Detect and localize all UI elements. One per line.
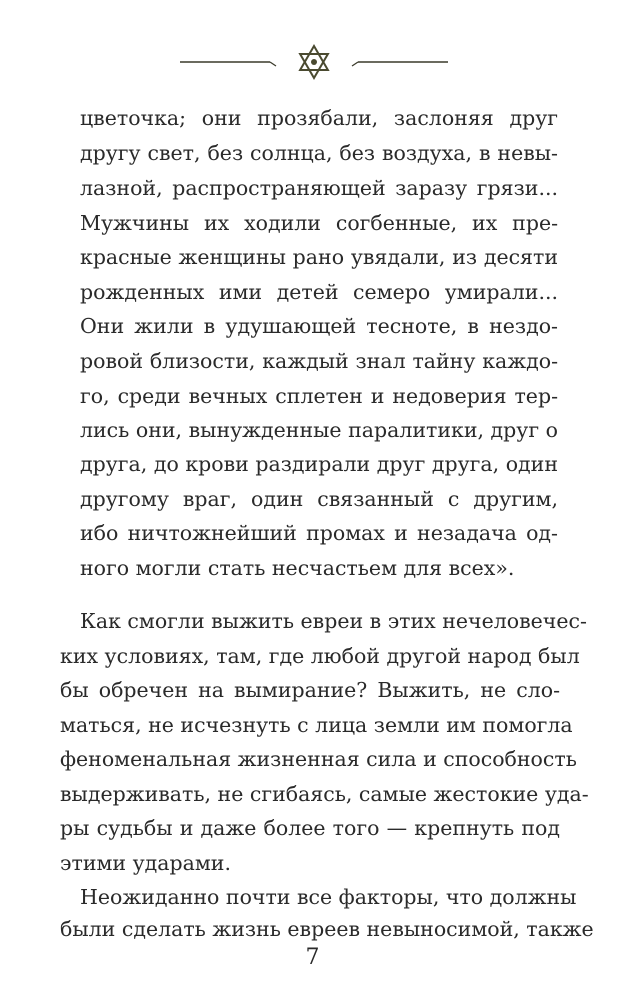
text-line: другу свет, без солнца, без воздуха, в невы- [80, 141, 558, 165]
text-line: этими ударами. [60, 851, 231, 875]
text-line: друга, до крови раздирали друг друга, один [80, 452, 558, 476]
text-line: красные женщины рано увядали, из десяти [80, 245, 558, 269]
text-line: Неожиданно почти все факторы, что должны [80, 885, 577, 909]
text-line: ких условиях, там, где любой другой народ был [60, 644, 580, 668]
text-line: ного могли стать несчастьем для всех». [80, 556, 515, 580]
text-line: лись они, вынужденные паралитики, друг о [80, 418, 558, 442]
text-line: цветочка; они прозябали, заслоняя друг [80, 106, 558, 130]
text-line: лазной, распространяющей заразу грязи... [80, 176, 558, 200]
text-line: другому враг, один связанный с другим, [80, 487, 558, 511]
text-line: рожденных ими детей семеро умирали... [80, 280, 558, 304]
text-line: ровой близости, каждый знал тайну каждо- [80, 349, 558, 373]
text-line: ибо ничтожнейший промах и незадача од- [80, 521, 558, 545]
text-line: маться, не исчезнуть с лица земли им помогла [60, 713, 573, 737]
text-line: ры судьбы и даже более того — крепнуть под [60, 816, 560, 840]
text-line: го, среди вечных сплетен и недоверия тер- [80, 384, 558, 408]
star-of-david-icon [180, 42, 448, 82]
page-number: 7 [305, 945, 320, 970]
text-line: Мужчины их ходили согбенные, их пре- [80, 211, 558, 235]
text-line: Как смогли выжить евреи в этих нечеловечес- [80, 609, 587, 633]
text-line: были сделать жизнь евреев невыносимой, также [60, 917, 594, 941]
header-ornament [180, 42, 448, 82]
text-line: феноменальная жизненная сила и способность [60, 747, 577, 771]
text-line: выдерживать, не сгибаясь, самые жестокие уда- [60, 782, 589, 806]
text-line: Они жили в удушающей тесноте, в нездо- [80, 314, 558, 338]
text-line: бы обречен на вымирание? Выжить, не сло- [60, 678, 560, 702]
